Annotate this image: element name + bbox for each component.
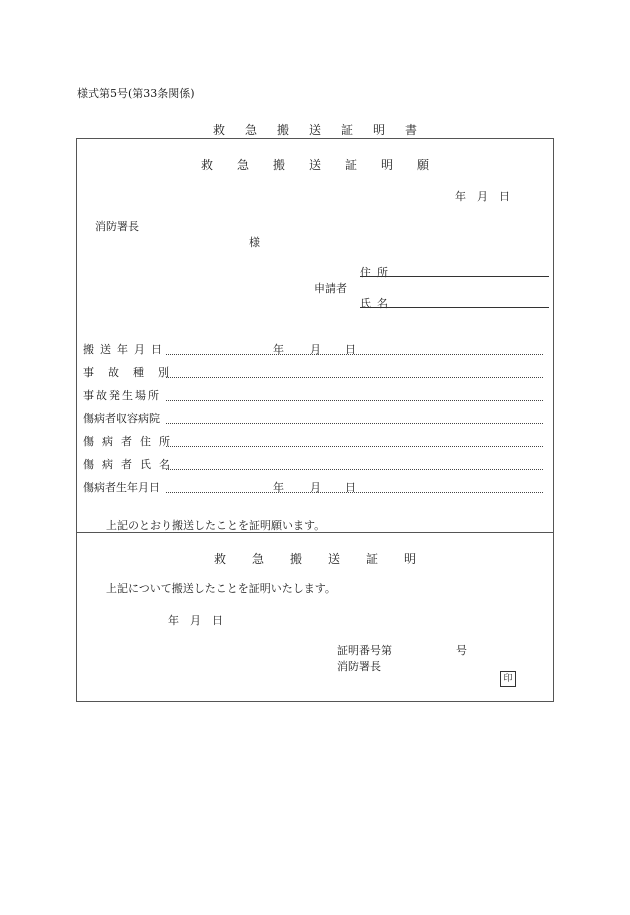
- accident-place-label: 事故発生場所: [83, 389, 161, 402]
- cert-number-suffix: 号: [456, 644, 467, 657]
- transport-day-label: 日: [345, 343, 356, 356]
- document-title: 救急搬送証明書: [212, 123, 437, 137]
- request-statement: 上記のとおり搬送したことを証明願います。: [106, 519, 326, 532]
- request-date: 年 月 日: [455, 190, 510, 203]
- request-title: 救急搬送証明願: [200, 158, 453, 172]
- birth-month-label: 月: [310, 481, 321, 494]
- issuer: 消防署長: [337, 660, 381, 673]
- patient-name-label: 傷病者氏名: [83, 458, 178, 471]
- name-label: 氏名: [360, 297, 394, 310]
- honorific: 様: [249, 236, 260, 249]
- hospital-label: 傷病者収容病院: [83, 412, 160, 425]
- cert-number-prefix: 証明番号第: [337, 644, 392, 657]
- accident-type-field[interactable]: [166, 377, 543, 378]
- form-number: 様式第5号(第33条関係): [77, 87, 195, 100]
- transport-year-label: 年: [273, 343, 284, 356]
- accident-type-label: 事故種別: [83, 366, 183, 379]
- address-label: 住所: [360, 266, 394, 279]
- birth-year-label: 年: [273, 481, 284, 494]
- transport-month-label: 月: [310, 343, 321, 356]
- birth-day-label: 日: [345, 481, 356, 494]
- name-field[interactable]: [360, 307, 549, 308]
- address-field[interactable]: [360, 276, 549, 277]
- patient-birth-label: 傷病者生年月日: [83, 481, 160, 494]
- accident-place-field[interactable]: [166, 400, 543, 401]
- patient-address-label: 傷病者住所: [83, 435, 178, 448]
- patient-name-field[interactable]: [166, 469, 543, 470]
- seal-mark: 印: [500, 671, 516, 687]
- patient-address-field[interactable]: [166, 446, 543, 447]
- certification-title: 救急搬送証明: [213, 552, 442, 566]
- transport-date-label: 搬送年月日: [83, 343, 168, 356]
- addressee: 消防署長: [95, 220, 139, 233]
- applicant-label: 申請者: [314, 282, 347, 295]
- hospital-field[interactable]: [166, 423, 543, 424]
- certification-date: 年 月 日: [168, 614, 223, 627]
- certification-statement: 上記について搬送したことを証明いたします。: [106, 582, 336, 595]
